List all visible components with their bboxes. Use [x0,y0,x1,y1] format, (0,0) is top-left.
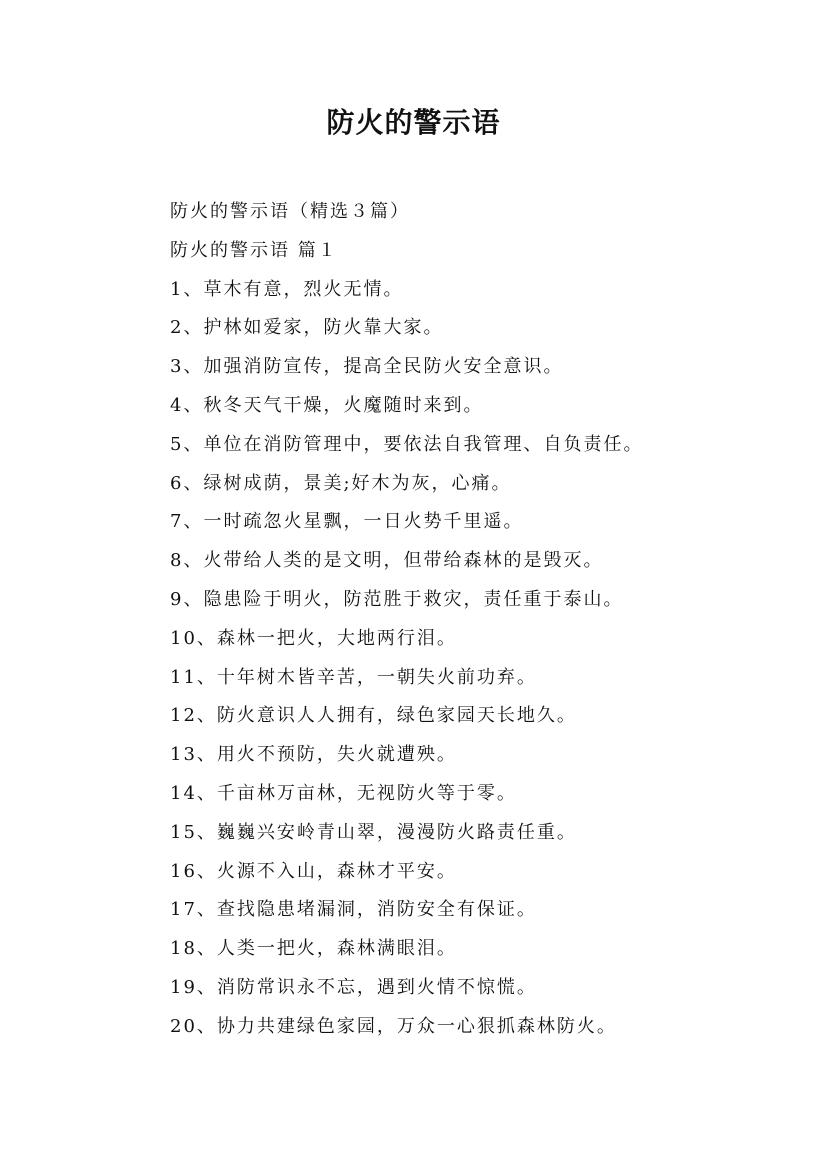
list-item: 13、用火不预防，失火就遭殃。 [170,744,457,766]
list-item: 19、消防常识永不忘，遇到火情不惊慌。 [170,976,537,998]
list-item: 11、十年树木皆辛苦，一朝失火前功弃。 [170,666,537,688]
list-item: 1、草木有意，烈火无情。 [170,278,404,300]
list-item: 7、一时疏忽火星飘，一日火势千里遥。 [170,511,524,533]
document-subtitle: 防火的警示语（精选３篇） [170,201,410,222]
section-heading: 防火的警示语 篇１ [170,239,338,261]
list-item: 9、隐患险于明火，防范胜于救灾，责任重于泰山。 [170,588,624,610]
list-item: 2、护林如爱家，防火靠大家。 [170,317,444,339]
list-item: 3、加强消防宣传，提高全民防火安全意识。 [170,356,564,378]
list-item: 6、绿树成荫，景美;好木为灰，心痛。 [170,472,512,494]
list-item: 14、千亩林万亩林，无视防火等于零。 [170,782,517,804]
list-item: 10、森林一把火，大地两行泪。 [170,627,457,649]
list-item: 12、防火意识人人拥有，绿色家园天长地久。 [170,705,577,727]
list-item: 4、秋冬天气干燥，火魔随时来到。 [170,394,484,416]
list-item: 8、火带给人类的是文明，但带给森林的是毁灭。 [170,550,604,572]
document-title: 防火的警示语 [326,106,501,139]
document-body [170,193,790,1047]
list-item: 17、查找隐患堵漏洞，消防安全有保证。 [170,899,537,921]
list-item: 20、协力共建绿色家园，万众一心狠抓森林防火。 [170,1015,617,1037]
list-item: 18、人类一把火，森林满眼泪。 [170,938,457,960]
list-item: 5、单位在消防管理中，要依法自我管理、自负责任。 [170,433,644,455]
list-item: 16、火源不入山，森林才平安。 [170,860,457,882]
list-item: 15、巍巍兴安岭青山翠，漫漫防火路责任重。 [170,821,577,843]
